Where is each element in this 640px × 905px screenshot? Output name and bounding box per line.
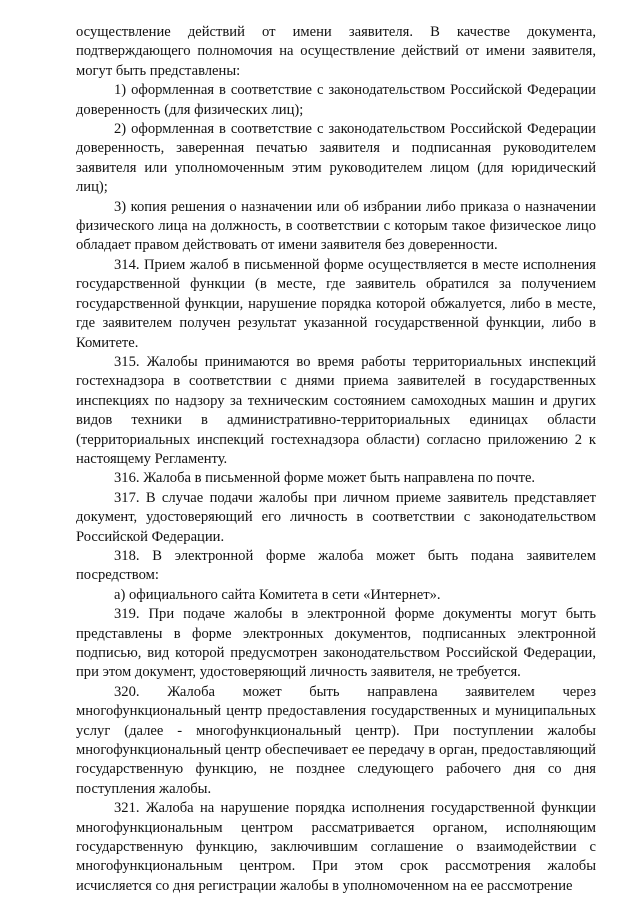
paragraph-320: 320. Жалоба может быть направлена заявителем через многофункциональный центр предоставления государственных и муниципальных услуг (далее - многофункциональный центр). При поступлении жалобы многофункциональный центр обеспечивает ее передачу в орган, предоставляющий государственную функцию, не позднее следующего рабочего дня со дня поступления жалобы. bbox=[76, 683, 596, 797]
document-body bbox=[76, 23, 596, 896]
paragraph-item-3: 3) копия решения о назначении или об избрании либо приказа о назначении физического лица на должность, в соответствии с которым такое физическое лицо обладает правом действовать от имени заявителя без доверенности. bbox=[76, 198, 596, 254]
paragraph-319: 319. При подаче жалобы в электронной форме документы могут быть представлены в форме электронных документов, подписанных электронной подписью, вид которой предусмотрен законодательством Российской Федерации, при этом документ, удостоверяющий личность заявителя, не требуется. bbox=[76, 606, 596, 681]
paragraph-315: 315. Жалобы принимаются во время работы территориальных инспекций гостехнадзора в соответствии с днями приема заявителей в государственных инспекциях по надзору за техническим состоянием самоходных машин и других видов техники в административно-территориальных единицах области (территориальных инспекций гостехнадзора области) согласно приложению 2 к настоящему Регламенту. bbox=[76, 353, 596, 467]
paragraph-continuation: осуществление действий от имени заявителя. В качестве документа, подтверждающего полномочия на осуществление действий от имени заявителя, могут быть представлены: bbox=[76, 24, 596, 79]
paragraph-item-2: 2) оформленная в соответствие с законодательством Российской Федерации доверенность, заверенная печатью заявителя и подписанная руководителем заявителя или уполномоченным этим руководителем лицом (для юридический лиц); bbox=[76, 121, 596, 196]
paragraph-316: 316. Жалоба в письменной форме может быть направлена по почте. bbox=[114, 470, 536, 487]
paragraph-321: 321. Жалоба на нарушение порядка исполнения государственной функции многофункциональным центром рассматривается органом, исполняющим государственную функцию, заключившим соглашение о взаимодействии с многофункциональным центром. При этом срок рассмотрения жалобы исчисляется со дня регистрации жалобы в уполномоченном на ее рассмотрение bbox=[76, 800, 596, 894]
paragraph-317: 317. В случае подачи жалобы при личном приеме заявитель представляет документ, удостоверяющий его личность в соответствии с законодательством Российской Федерации. bbox=[76, 489, 596, 545]
paragraph-318: 318. В электронной форме жалоба может быть подана заявителем посредством: bbox=[76, 547, 596, 584]
paragraph-item-1: 1) оформленная в соответствие с законодательством Российской Федерации доверенность (для физических лиц); bbox=[76, 82, 596, 118]
paragraph-318-a: а) официального сайта Комитета в сети «Интернет». bbox=[114, 586, 441, 603]
paragraph-314: 314. Прием жалоб в письменной форме осуществляется в месте исполнения государственной функции (в месте, где заявитель обратился за получением государственной функции, нарушение порядка которой обжалуется, либо в месте, где заявителем получен результат указанной государственной функции, либо в Комитете. bbox=[76, 256, 596, 351]
